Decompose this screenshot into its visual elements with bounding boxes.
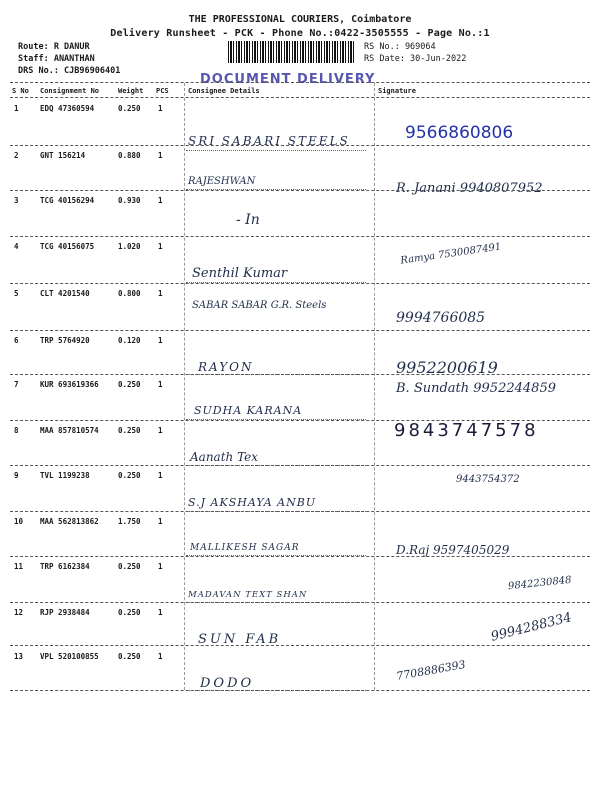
- header-bottom-rule: [10, 97, 590, 98]
- row-8-consignee: Aanath Tex: [190, 450, 259, 464]
- col-header-consignment: Consignment No: [40, 87, 100, 95]
- row-13-signature: 7708886393: [395, 658, 467, 683]
- row-separator: [10, 511, 590, 512]
- row-12-weight: 0.250: [118, 608, 141, 617]
- row-11-consignee: MADAVAN TEXT SHAN: [188, 590, 308, 600]
- row-2-weight: 0.880: [118, 151, 141, 160]
- row-3-weight: 0.930: [118, 196, 141, 205]
- drs-label: DRS No.: CJB96906401: [18, 66, 121, 76]
- row-9-consignee: S.J AKSHAYA ANBU: [188, 496, 317, 509]
- row-12-signature: 9994288334: [489, 610, 574, 645]
- col-header-pcs: PCS: [156, 87, 169, 95]
- row-4-pcs: 1: [158, 242, 163, 251]
- row-2-consignment: GNT 156214: [40, 151, 86, 160]
- row-9-weight: 0.250: [118, 471, 141, 480]
- row-2-sno: 2: [14, 151, 19, 160]
- row-11-signature: 9842230848: [507, 574, 573, 593]
- row-separator: [10, 330, 590, 331]
- row-4-weight: 1.020: [118, 242, 141, 251]
- row-5-consignment: CLT 4201540: [40, 289, 90, 298]
- rs-date: RS Date: 30-Jun-2022: [364, 54, 467, 64]
- row-4-consignee: Senthil Kumar: [192, 266, 288, 281]
- col-header-sno: S No: [12, 87, 29, 95]
- row-10-sno: 10: [14, 517, 24, 526]
- row-3-sno: 3: [14, 196, 19, 205]
- row-9-consignment: TVL 1199238: [40, 471, 90, 480]
- col-header-consignee: Consignee Details: [188, 87, 260, 95]
- row-1-consignment: EDQ 47360594: [40, 104, 95, 113]
- document-delivery-stamp: DOCUMENT DELIVERY: [200, 72, 376, 87]
- row-6-sno: 6: [14, 336, 19, 345]
- col-header-weight: Weight: [118, 87, 144, 95]
- row-5-sno: 5: [14, 289, 19, 298]
- row-separator: [10, 645, 590, 646]
- row-11-consignment: TRP 6162384: [40, 562, 90, 571]
- row-13-pcs: 1: [158, 652, 163, 661]
- row-7-signature: B. Sundath 9952244859: [396, 381, 556, 396]
- row-12-consignee: SUN FAB: [198, 632, 282, 647]
- row-1-details-line: [186, 150, 366, 151]
- row-8-consignment: MAA 857810574: [40, 426, 99, 435]
- row-separator: [10, 145, 590, 146]
- row-6-signature: 9952200619: [396, 358, 498, 377]
- row-9-pcs: 1: [158, 471, 163, 480]
- row-10-consignment: MAA 562813862: [40, 517, 99, 526]
- row-7-pcs: 1: [158, 380, 163, 389]
- row-2-pcs: 1: [158, 151, 163, 160]
- row-5-signature: 9994766085: [396, 310, 486, 326]
- row-6-weight: 0.120: [118, 336, 141, 345]
- route-label: Route: R DANUR: [18, 42, 90, 52]
- row-10-weight: 1.750: [118, 517, 141, 526]
- row-separator: [10, 556, 590, 557]
- row-9-signature: 9443754372: [456, 474, 520, 485]
- document-subtitle: Delivery Runsheet - PCK - Phone No.:0422-3505555 - Page No.:1: [110, 28, 490, 39]
- header-top-rule: [10, 82, 590, 83]
- row-separator: [10, 190, 590, 191]
- row-3-consignment: TCG 40156294: [40, 196, 95, 205]
- row-11-sno: 11: [14, 562, 24, 571]
- row-separator: [10, 465, 590, 466]
- row-3-pcs: 1: [158, 196, 163, 205]
- column-divider: [374, 83, 375, 690]
- row-6-consignment: TRP 5764920: [40, 336, 90, 345]
- row-2-signature: R. Janani 9940807952: [396, 181, 543, 196]
- row-12-sno: 12: [14, 608, 24, 617]
- row-13-consignment: VPL 520100855: [40, 652, 99, 661]
- row-9-sno: 9: [14, 471, 19, 480]
- row-6-pcs: 1: [158, 336, 163, 345]
- row-1-weight: 0.250: [118, 104, 141, 113]
- row-8-sno: 8: [14, 426, 19, 435]
- row-13-consignee: DODO: [200, 676, 255, 691]
- row-4-signature: Ramya 7530087491: [399, 241, 502, 267]
- row-7-weight: 0.250: [118, 380, 141, 389]
- row-10-pcs: 1: [158, 517, 163, 526]
- row-separator: [10, 283, 590, 284]
- row-10-consignee: MALLIKESH SAGAR: [190, 543, 300, 553]
- row-1-signature: 9566860806: [405, 123, 514, 143]
- row-separator: [10, 374, 590, 375]
- row-3-consignee: - In: [236, 212, 260, 228]
- rs-number: RS No.: 969064: [364, 42, 436, 52]
- row-6-consignee: RAYON: [198, 360, 254, 374]
- row-7-sno: 7: [14, 380, 19, 389]
- row-11-weight: 0.250: [118, 562, 141, 571]
- row-8-pcs: 1: [158, 426, 163, 435]
- row-13-sno: 13: [14, 652, 24, 661]
- row-4-sno: 4: [14, 242, 19, 251]
- row-7-consignment: KUR 693619366: [40, 380, 99, 389]
- row-5-weight: 0.800: [118, 289, 141, 298]
- row-1-consignee: SRI SABARI STEELS: [188, 134, 350, 148]
- table-bottom-rule: [10, 690, 590, 691]
- row-separator: [10, 236, 590, 237]
- row-11-pcs: 1: [158, 562, 163, 571]
- row-8-weight: 0.250: [118, 426, 141, 435]
- row-5-consignee: SABAR SABAR G.R. Steels: [192, 300, 327, 311]
- row-13-weight: 0.250: [118, 652, 141, 661]
- row-4-consignment: TCG 40156075: [40, 242, 95, 251]
- row-1-sno: 1: [14, 104, 19, 113]
- column-divider: [184, 83, 185, 690]
- row-5-pcs: 1: [158, 289, 163, 298]
- row-1-pcs: 1: [158, 104, 163, 113]
- row-2-consignee: RAJESHWAN: [188, 176, 256, 187]
- staff-label: Staff: ANANTHAN: [18, 54, 95, 64]
- row-10-signature: D.Raj 9597405029: [396, 543, 510, 557]
- row-12-consignment: RJP 2938484: [40, 608, 90, 617]
- row-7-consignee: SUDHA KARANA: [194, 404, 303, 417]
- document-title: THE PROFESSIONAL COURIERS, Coimbatore: [188, 14, 412, 25]
- barcode-image: [228, 41, 356, 63]
- col-header-signature: Signature: [378, 87, 416, 95]
- row-separator: [10, 602, 590, 603]
- row-8-signature: 9843747578: [394, 420, 539, 441]
- row-12-pcs: 1: [158, 608, 163, 617]
